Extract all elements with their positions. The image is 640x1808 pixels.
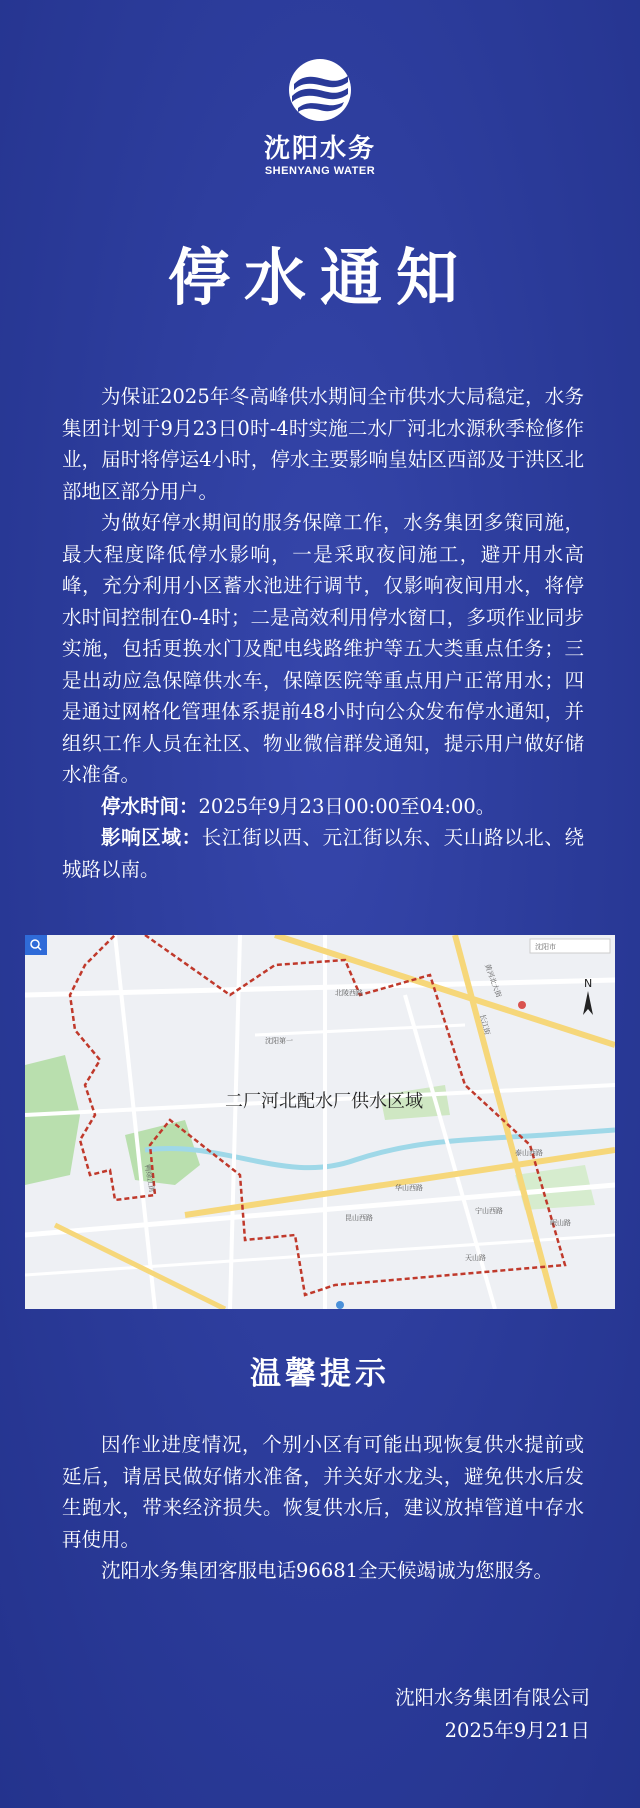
outage-time-value: 2025年9月23日00:00至04:00。 xyxy=(198,794,496,818)
road-label: 鸭绿江街 xyxy=(143,1163,156,1193)
company-name: 沈阳水务集团有限公司 xyxy=(394,1686,590,1709)
tip-paragraph-1: 因作业进度情况，个别小区有可能出现恢复供水提前或延后，请居民做好储水准备，并关好水龙头，避免供水后发生跑水，带来经济损失。恢复供水后，建议放掉管道中存水再使用。 xyxy=(62,1433,584,1551)
road-label: 北陵西路 xyxy=(335,989,363,997)
road-label: 泰山西路 xyxy=(515,1149,543,1157)
paragraph-2: 为做好停水期间的服务保障工作，水务集团多策同施，最大程度降低停水影响，一是采取夜间施工，避开用水高峰，充分利用小区蓄水池进行调节，仅影响夜间用水，将停水时间控制在0-4时；二是高效利用停水窗口，多项作业同步实施，包括更换水门及配电线路维护等五大类重点任务；三是出动应急保障供水车，保障医院等重点用户正常用水；四是通过网格化管理体系提前48小时向公众发布停水通知，并组织工作人员在社区、物业微信群发通知，提示用户做好储水准备。 xyxy=(62,511,584,786)
tips-body xyxy=(62,1429,584,1587)
outage-time-label: 停水时间： xyxy=(101,794,199,818)
logo xyxy=(0,58,640,177)
service-area-map xyxy=(25,935,615,1309)
road-label: 天山路 xyxy=(465,1254,486,1262)
logo-name-en: SHENYANG WATER xyxy=(264,165,376,177)
affected-area-label: 影响区域： xyxy=(101,826,202,849)
road-label: 沈阳第一 xyxy=(265,1037,293,1045)
road-label: 昆山西路 xyxy=(345,1214,373,1222)
poi-marker-icon xyxy=(336,1301,344,1309)
notice-body xyxy=(62,381,584,885)
affected-area xyxy=(62,822,584,885)
paragraph-1: 为保证2025年冬高峰供水期间全市供水大局稳定，水务集团计划于9月23日0时-4时实施二水厂河北水源秋季检修作业，届时将停运4小时，停水主要影响皇姑区西部及于洪区北部地区部分用户。 xyxy=(62,385,584,503)
logo-name-cn: 沈阳水务 xyxy=(263,134,376,164)
tip-paragraph-2: 沈阳水务集团客服电话96681全天候竭诚为您服务。 xyxy=(101,1559,554,1582)
region-label: 二厂河北配水厂供水区域 xyxy=(225,1091,423,1112)
affected-area-value: 长江街以西、元江街以东、天山路以北、绕城路以南。 xyxy=(62,826,584,881)
map-search-button[interactable] xyxy=(25,935,47,955)
outage-time xyxy=(62,791,584,823)
signature xyxy=(395,1681,590,1747)
tips-title: 温馨提示 xyxy=(250,1356,390,1392)
poi-marker-icon xyxy=(518,1001,526,1009)
water-wave-logo-icon xyxy=(288,58,352,122)
page-title: 停水通知 xyxy=(167,241,472,314)
road-label: 长江街 xyxy=(478,1013,492,1036)
map-canvas xyxy=(25,935,615,1309)
road-label: 宁山西路 xyxy=(475,1207,503,1215)
road-label: 黄河北大街 xyxy=(483,962,503,999)
road-label: 岷山路 xyxy=(550,1219,571,1227)
issue-date: 2025年9月21日 xyxy=(444,1719,590,1742)
svg-text:N: N xyxy=(584,977,593,990)
road-label: 华山西路 xyxy=(395,1184,423,1192)
map-search-hint: 沈阳市 xyxy=(535,943,556,951)
